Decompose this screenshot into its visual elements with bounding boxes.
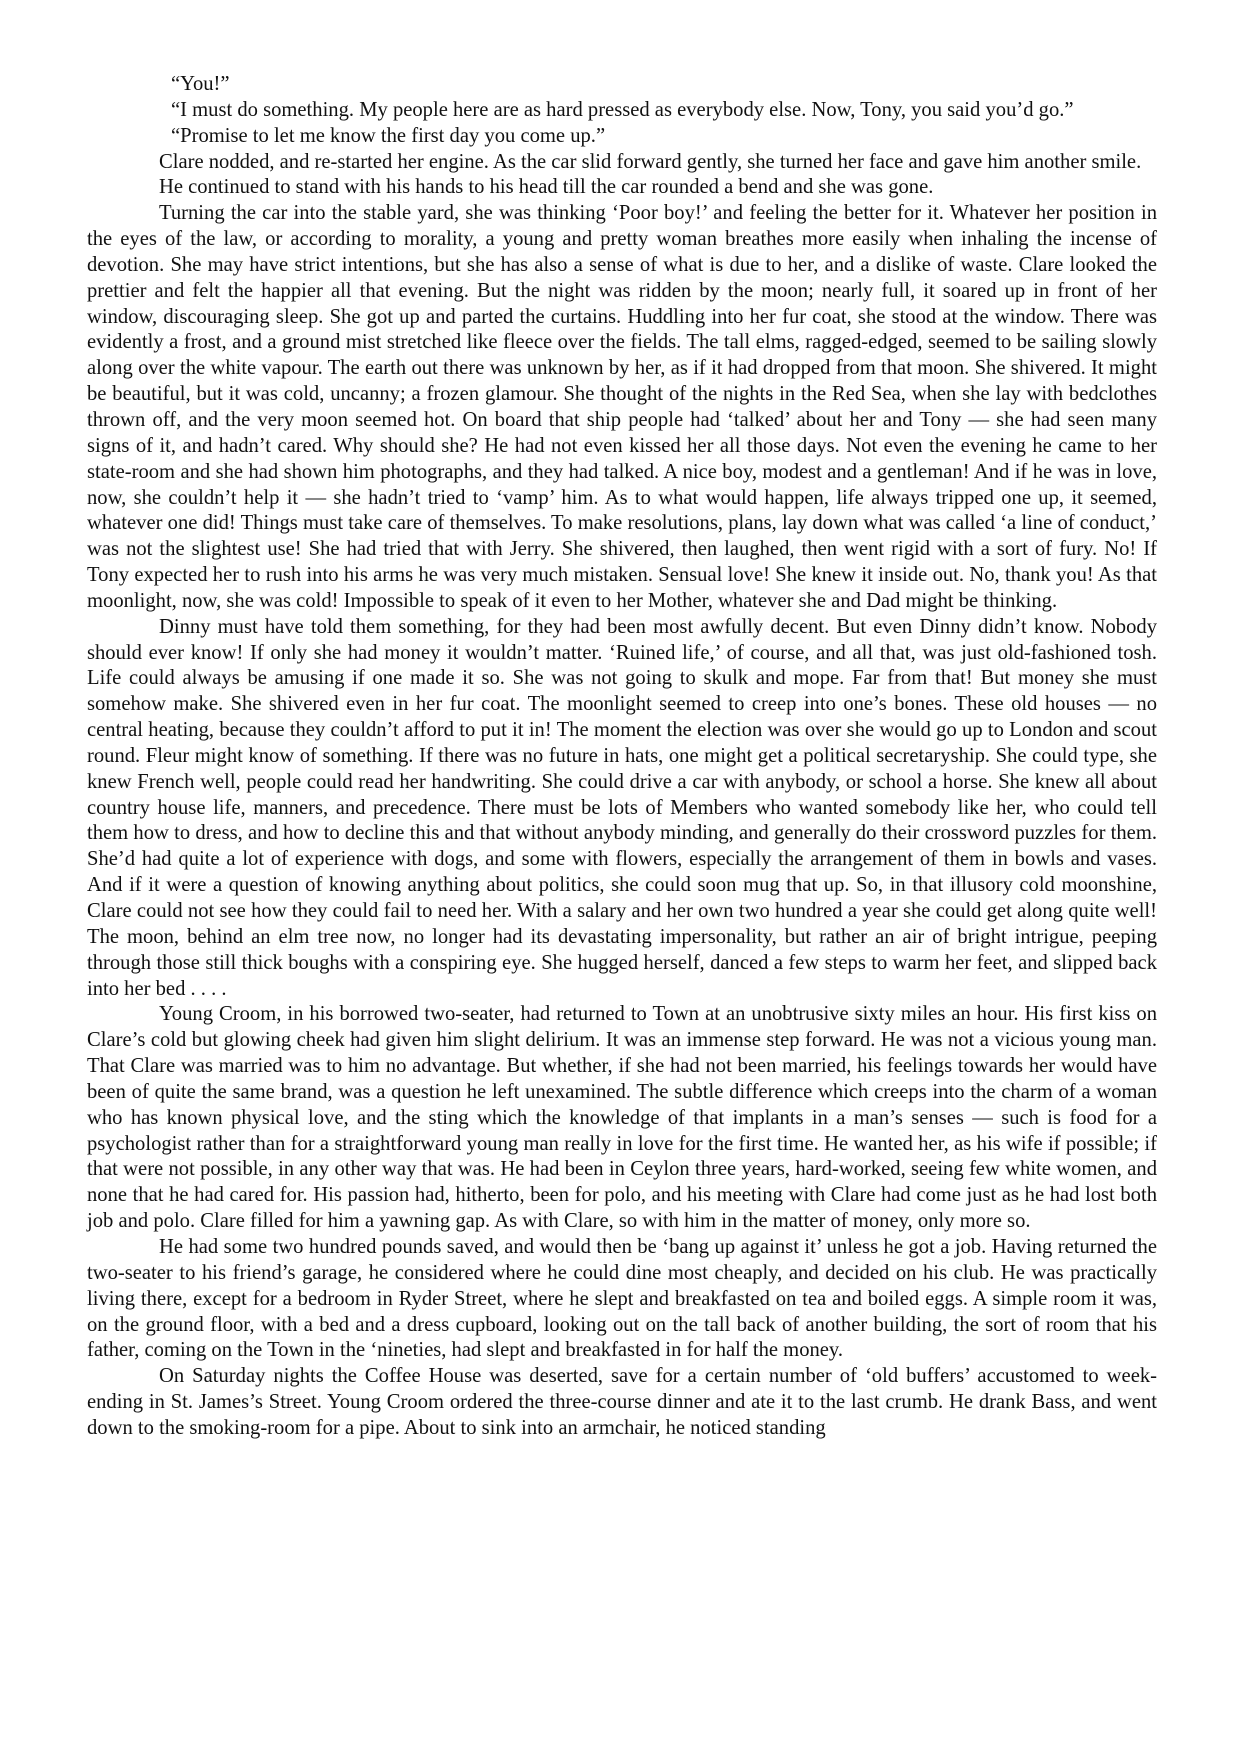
paragraph: Turning the car into the stable yard, she was thinking ‘Poor boy!’ and feeling the better for it. Whatever her position in the eyes of the law, or according to morality, a young and pretty woman breathes more easily when inhaling the incense of devotion. She may have strict intentions, but she has also a sense of what is due to her, and a dislike of waste. Clare looked the prettier and felt the happier all that evening. But the night was ridden by the moon; nearly full, it soared up in front of her window, discouraging sleep. She got up and parted the curtains. Huddling into her fur coat, she stood at the window. There was evidently a frost, and a ground mist stretched like fleece over the fields. The tall elms, ragged-edged, seemed to be sailing slowly along over the white vapour. The earth out there was unknown by her, as if it had dropped from that moon. She shivered. It might be beautiful, but it was cold, uncanny; a frozen glamour. She thought of the nights in the Red Sea, when she lay with bedclothes thrown off, and the very moon seemed hot. On board that ship people had ‘talked’ about her and Tony — she had seen many signs of it, and hadn’t cared. Why should she? He had not even kissed her all those days. Not even the evening he came to her state-room and she had shown him photographs, and they had talked. A nice boy, modest and a gentleman! And if he was in love, now, she couldn’t help it — she hadn’t tried to ‘vamp’ him. As to what would happen, life always tripped one up, it seemed, whatever one did! Things must take care of themselves. To make resolutions, plans, lay down what was called ‘a line of conduct,’ was not the slightest use! She had tried that with Jerry. She shivered, then laughed, then went rigid with a sort of fury. No! If Tony expected her to rush into his arms he was very much mistaken. Sensual love! She knew it inside out. No, thank you! As that moonlight, now, she was cold! Impossible to speak of it even to her Mother, whatever she and Dad might be thinking. bbox=[87, 202, 1157, 612]
paragraph: “You!” bbox=[171, 73, 230, 95]
paragraph: He had some two hundred pounds saved, and would then be ‘bang up against it’ unless he got a job. Having returned the two-seater to his friend’s garage, he considered where he could dine most cheaply, and decided on his club. He was practically living there, except for a bedroom in Ryder Street, where he slept and breakfasted on tea and boiled eggs. A simple room it was, on the ground floor, with a bed and a dress cupboard, looking out on the tall back of another building, the sort of room that his father, coming on the Town in the ‘nineties, had slept and breakfasted in for half the money. bbox=[87, 1235, 1157, 1362]
paragraph: Clare nodded, and re-started her engine. As the car slid forward gently, she turned her face and gave him another smile. bbox=[159, 150, 1142, 173]
paragraph: “Promise to let me know the first day you come up.” bbox=[171, 124, 606, 147]
paragraph: On Saturday nights the Coffee House was deserted, save for a certain number of ‘old buffers’ accustomed to week-ending in St. James’s Street. Young Croom ordered the three-course dinner and ate it to the last crumb. He drank Bass, and went down to the smoking-room for a pipe. About to sink into an armchair, he noticed standing bbox=[87, 1365, 1157, 1439]
paragraph: Dinny must have told them something, for they had been most awfully decent. But even Dinny didn’t know. Nobody should ever know! If only she had money it wouldn’t matter. ‘Ruined life,’ of course, and all that, was just old-fashioned tosh. Life could always be amusing if one made it so. She was not going to skulk and mope. Far from that! But money she must somehow make. She shivered even in her fur coat. The moonlight seemed to creep into one’s bones. These old houses — no central heating, because they couldn’t afford to put it in! The moment the election was over she would go up to London and scout round. Fleur might know of something. If there was no future in hats, one might get a political secretaryship. She could type, she knew French well, people could read her handwriting. She could drive a car with anybody, or school a horse. She knew all about country house life, manners, and precedence. There must be lots of Members who wanted somebody like her, who could tell them how to dress, and how to decline this and that without anybody minding, and generally do their crossword puzzles for them. She’d had quite a lot of experience with dogs, and some with flowers, especially the arrangement of them in bowls and vases. And if it were a question of knowing anything about politics, she could soon mug that up. So, in that illusory cold moonshine, Clare could not see how they could fail to need her. With a salary and her own two hundred a year she could get along quite well! The moon, behind an elm tree now, no longer had its devastating impersonality, but rather an air of bright intrigue, peeping through those still thick boughs with a conspiring eye. She hugged herself, danced a few steps to warm her feet, and slipped back into her bed . . . . bbox=[87, 615, 1157, 1000]
book-page bbox=[87, 72, 1157, 1442]
paragraph: Young Croom, in his borrowed two-seater, had returned to Town at an unobtrusive sixty miles an hour. His first kiss on Clare’s cold but glowing cheek had given him slight delirium. It was an immense step forward. He was not a vicious young man. That Clare was married was to him no advantage. But whether, if she had not been married, his feelings towards her would have been of quite the same brand, was a question he left unexamined. The subtle difference which creeps into the charm of a woman who has known physical love, and the sting which the knowledge of that implants in a man’s senses — such is food for a psychologist rather than for a straightforward young man really in love for the first time. He wanted her, as his wife if possible; if that were not possible, in any other way that was. He had been in Ceylon three years, hard-worked, seeing few white women, and none that he had cared for. His passion had, hitherto, been for polo, and his meeting with Clare had come just as he had lost both job and polo. Clare filled for him a yawning gap. As with Clare, so with him in the matter of money, only more so. bbox=[87, 1003, 1157, 1233]
paragraph: He continued to stand with his hands to his head till the car rounded a bend and she was gone. bbox=[159, 176, 934, 199]
paragraph: “I must do something. My people here are as hard pressed as everybody else. Now, Tony, you said you’d go.” bbox=[171, 98, 1074, 121]
